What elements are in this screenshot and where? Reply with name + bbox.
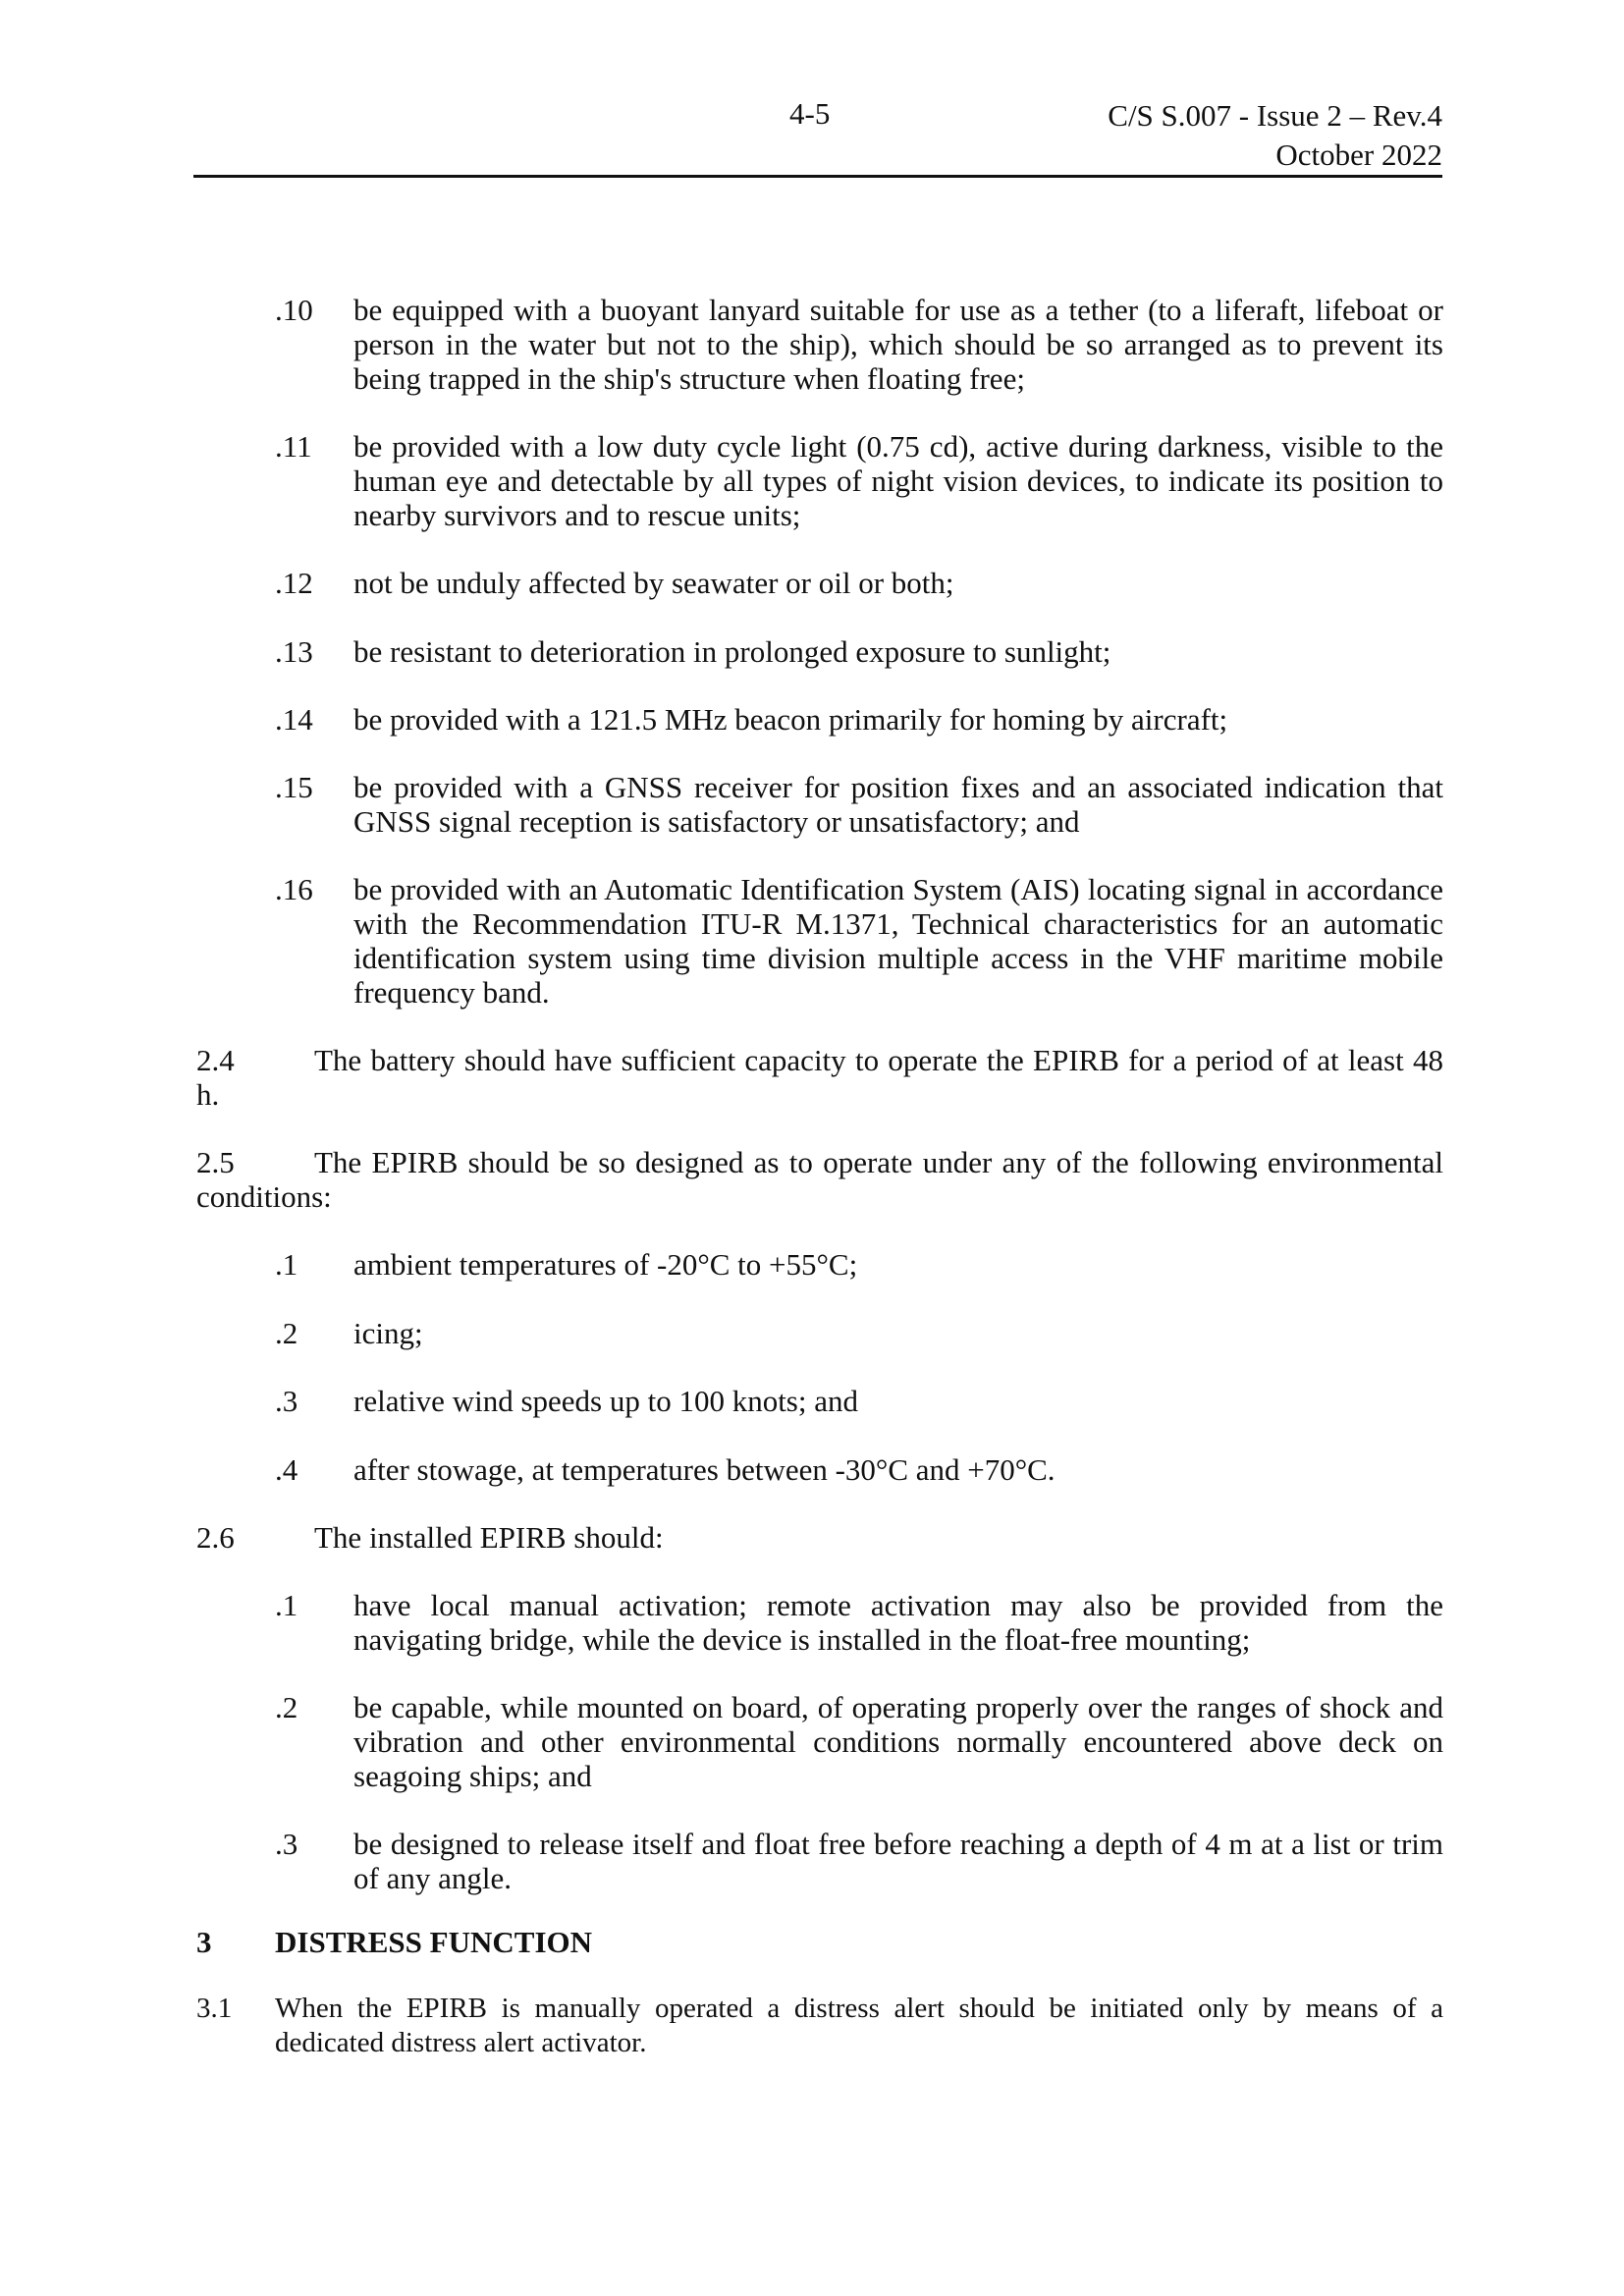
list-item-2-3-14 (275, 702, 1443, 737)
section-heading-3 (196, 1925, 592, 1960)
header-doc-info (1108, 96, 1442, 175)
item-text: icing; (353, 1316, 423, 1350)
item-number: .2 (275, 1316, 298, 1350)
list-item-2-3-11 (275, 429, 1443, 532)
item-text: be provided with a GNSS receiver for position fixes and an associated indication that GNSS signal reception is satisfactory or unsatisfactory; and (353, 770, 1443, 839)
list-item-2-3-16 (275, 872, 1443, 1010)
item-text: ambient temperatures of -20°C to +55°C; (353, 1247, 858, 1282)
list-item-2-3-10 (275, 293, 1443, 396)
item-text: be provided with a 121.5 MHz beacon primarily for homing by aircraft; (353, 702, 1228, 737)
list-item-2-3-15 (275, 770, 1443, 839)
paragraph-number: 2.5 (196, 1145, 235, 1179)
item-text: be equipped with a buoyant lanyard suitable for use as a tether (to a liferaft, lifeboat or person in the water but not to the ship), which should be so arranged as to prevent its being trapped in the ship's structure when floating free; (353, 293, 1443, 396)
item-number: .10 (275, 293, 313, 327)
item-number: .4 (275, 1452, 298, 1487)
paragraph-number: 2.4 (196, 1043, 235, 1077)
list-item-2-3-12 (275, 566, 1443, 600)
paragraph-number: 3.1 (196, 1993, 233, 2024)
list-item-2-5-3 (275, 1384, 1443, 1418)
item-text: be resistant to deterioration in prolonged exposure to sunlight; (353, 634, 1111, 669)
item-text: be designed to release itself and float free before reaching a depth of 4 m at a list or trim of any angle. (353, 1827, 1443, 1895)
section-number: 3 (196, 1925, 212, 1959)
item-number: .1 (275, 1247, 298, 1282)
header-rule (193, 175, 1442, 178)
paragraph-text: The battery should have sufficient capacity to operate the EPIRB for a period of at least 48 h. (196, 1043, 1443, 1112)
paragraph-number: 2.6 (196, 1520, 235, 1555)
paragraph-2-6 (196, 1520, 1443, 1555)
item-text: be provided with a low duty cycle light (0.75 cd), active during darkness, visible to the human eye and detectable by all types of night vision devices, to indicate its position to nearby survivors and to rescue units; (353, 429, 1443, 532)
paragraph-2-4 (196, 1043, 1443, 1112)
item-number: .2 (275, 1690, 298, 1724)
item-text: be provided with an Automatic Identification System (AIS) locating signal in accordance with the Recommendation ITU-R M.1371, Technical characteristics for an automatic identification system using time division multiple access in the VHF maritime mobile frequency band. (353, 872, 1443, 1010)
list-item-2-6-1 (275, 1588, 1443, 1657)
header-date: October 2022 (1275, 137, 1442, 172)
list-item-2-5-2 (275, 1316, 1443, 1350)
list-item-2-3-13 (275, 634, 1443, 669)
item-number: .1 (275, 1588, 298, 1622)
item-number: .12 (275, 566, 313, 600)
item-number: .16 (275, 872, 313, 906)
section-title: DISTRESS FUNCTION (275, 1925, 593, 1959)
item-number: .15 (275, 770, 313, 804)
item-number: .14 (275, 702, 313, 737)
header-doc-id: C/S S.007 - Issue 2 – Rev.4 (1108, 98, 1442, 133)
paragraph-text: When the EPIRB is manually operated a distress alert should be initiated only by means of a dedicated distress alert activator. (275, 1993, 1443, 2058)
list-item-2-6-2 (275, 1690, 1443, 1793)
header-page-number: 4-5 (789, 96, 831, 131)
item-text: have local manual activation; remote activation may also be provided from the navigating bridge, while the device is installed in the float-free mounting; (353, 1588, 1443, 1657)
list-item-2-5-1 (275, 1247, 1443, 1282)
item-number: .13 (275, 634, 313, 669)
item-number: .3 (275, 1827, 298, 1861)
item-text: relative wind speeds up to 100 knots; and (353, 1384, 858, 1418)
item-text: after stowage, at temperatures between -30°C and +70°C. (353, 1452, 1056, 1487)
paragraph-3-1 (196, 1992, 1443, 2060)
paragraph-2-5 (196, 1145, 1443, 1214)
item-number: .11 (275, 429, 312, 464)
paragraph-text: The installed EPIRB should: (314, 1520, 664, 1555)
item-number: .3 (275, 1384, 298, 1418)
list-item-2-6-3 (275, 1827, 1443, 1895)
item-text: not be unduly affected by seawater or oil or both; (353, 566, 954, 600)
list-item-2-5-4 (275, 1452, 1443, 1487)
paragraph-text: The EPIRB should be so designed as to operate under any of the following environmental conditions: (196, 1145, 1443, 1214)
item-text: be capable, while mounted on board, of operating properly over the ranges of shock and vibration and other environmental conditions normally encountered above deck on seagoing ships; and (353, 1690, 1443, 1793)
